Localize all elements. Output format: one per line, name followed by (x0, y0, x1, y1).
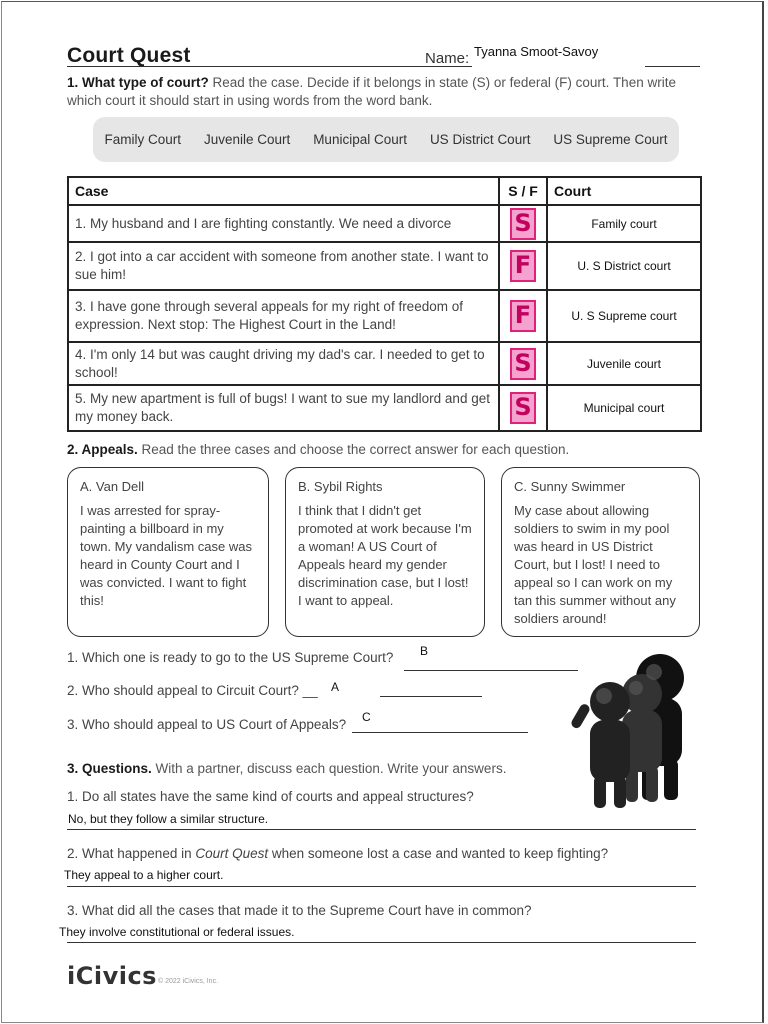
word-bank-item: Municipal Court (313, 132, 407, 147)
section1-intro (67, 74, 707, 110)
section1-instructions: Read the case. Decide if it belongs in state (S) or federal (F) court. Then write which court it should start in using words from the word bank. (67, 75, 676, 108)
sf-mark: S (510, 392, 536, 424)
appeal-case-card (285, 467, 485, 637)
section2-heading: 2. Appeals. (67, 442, 138, 457)
word-bank-item: Juvenile Court (203, 132, 291, 147)
card-text: I think that I didn't get promoted at work because I'm a woman! A US Court of Appeals heard my gender discrimination case, but I lost! I want to appeal. (298, 503, 472, 608)
appeal-case-card (501, 467, 700, 637)
table-row (68, 205, 701, 242)
name-label: Name: (425, 50, 470, 67)
question-emphasis: Court Quest (195, 846, 269, 861)
case-table (67, 176, 702, 432)
section2-intro (67, 442, 569, 457)
court-answer[interactable]: Family court (547, 205, 701, 242)
crowd-illustration (560, 650, 700, 810)
discussion-question: 3. What did all the cases that made it to the Supreme Court have in common? (67, 903, 532, 918)
discussion-question: 1. Do all states have the same kind of courts and appeal structures? (67, 789, 474, 804)
name-field[interactable]: Tyanna Smoot-Savoy (474, 44, 599, 59)
section3-instructions: With a partner, discuss each question. Write your answers. (151, 761, 507, 776)
header-sf: S / F (499, 177, 547, 205)
card-heading: A. Van Dell (80, 479, 145, 494)
icivics-logo: iCivics (67, 962, 157, 990)
section3-intro (67, 761, 506, 776)
section1-heading: 1. What type of court? (67, 75, 209, 90)
appeal-question: 2. Who should appeal to Circuit Court? __ (67, 683, 318, 698)
question-text: 2. What happened in (67, 846, 196, 861)
court-answer[interactable]: U. S District court (547, 242, 701, 290)
table-row (68, 385, 701, 431)
appeal-question: 3. Who should appeal to US Court of Appeals? (67, 717, 347, 732)
word-bank (93, 117, 679, 162)
sf-cell[interactable] (499, 290, 547, 342)
question-text: when someone lost a case and wanted to keep fighting? (268, 846, 609, 861)
court-answer[interactable]: Municipal court (547, 385, 701, 431)
answer-line (67, 829, 696, 830)
appeal-case-card (67, 467, 269, 637)
court-answer[interactable]: U. S Supreme court (547, 290, 701, 342)
copyright: © 2022 iCivics, Inc. (158, 978, 219, 985)
table-header-row (68, 177, 701, 205)
sf-mark: F (510, 250, 536, 282)
word-bank-item: Family Court (104, 132, 181, 147)
title-underline (67, 66, 472, 67)
header-court: Court (547, 177, 701, 205)
section3-heading: 3. Questions. (67, 761, 152, 776)
discussion-answer[interactable]: No, but they follow a similar structure. (68, 812, 269, 826)
sf-cell[interactable] (499, 205, 547, 242)
case-text: 1. My husband and I are fighting constantly. We need a divorce (68, 205, 499, 242)
sf-cell[interactable] (499, 242, 547, 290)
table-row (68, 342, 701, 385)
header-case: Case (68, 177, 499, 205)
word-bank-item: US District Court (429, 132, 531, 147)
case-text: 5. My new apartment is full of bugs! I want to sue my landlord and get my money back. (68, 385, 499, 431)
card-text: My case about allowing soldiers to swim in my pool was heard in US District Court, but I lost! I need to appeal so I can work on my tan this summer without any soldiers around! (514, 503, 676, 626)
appeal-answer[interactable]: A (331, 680, 340, 694)
discussion-question (67, 846, 608, 861)
sf-cell[interactable] (499, 342, 547, 385)
name-underline (645, 66, 700, 67)
appeal-answer[interactable]: B (420, 644, 429, 658)
sf-mark: S (510, 348, 536, 380)
case-text: 3. I have gone through several appeals for my right of freedom of expression. Next stop: The Highest Court in the Land! (68, 290, 499, 342)
sf-mark: F (510, 300, 536, 332)
answer-line (67, 886, 696, 887)
case-text: 4. I'm only 14 but was caught driving my dad's car. I needed to get to school! (68, 342, 499, 385)
table-row (68, 290, 701, 342)
sf-cell[interactable] (499, 385, 547, 431)
word-bank-item: US Supreme Court (553, 132, 668, 147)
card-text: I was arrested for spray-painting a billboard in my town. My vandalism case was heard in County Court and I was convicted. I want to fight this! (80, 503, 252, 608)
answer-line (352, 732, 528, 733)
case-text: 2. I got into a car accident with someone from another state. I want to sue him! (68, 242, 499, 290)
discussion-answer[interactable]: They involve constitutional or federal issues. (59, 925, 295, 939)
sf-mark: S (510, 208, 536, 240)
court-answer[interactable]: Juvenile court (547, 342, 701, 385)
appeal-answer[interactable]: C (362, 710, 371, 724)
appeal-question: 1. Which one is ready to go to the US Supreme Court? (67, 650, 394, 665)
page-title: Court Quest (67, 44, 191, 67)
answer-line (404, 670, 578, 671)
answer-line (67, 942, 696, 943)
table-row (68, 242, 701, 290)
section2-instructions: Read the three cases and choose the correct answer for each question. (137, 442, 570, 457)
discussion-answer[interactable]: They appeal to a higher court. (64, 868, 224, 882)
card-heading: C. Sunny Swimmer (514, 479, 626, 494)
card-heading: B. Sybil Rights (298, 479, 383, 494)
answer-line (380, 696, 482, 697)
